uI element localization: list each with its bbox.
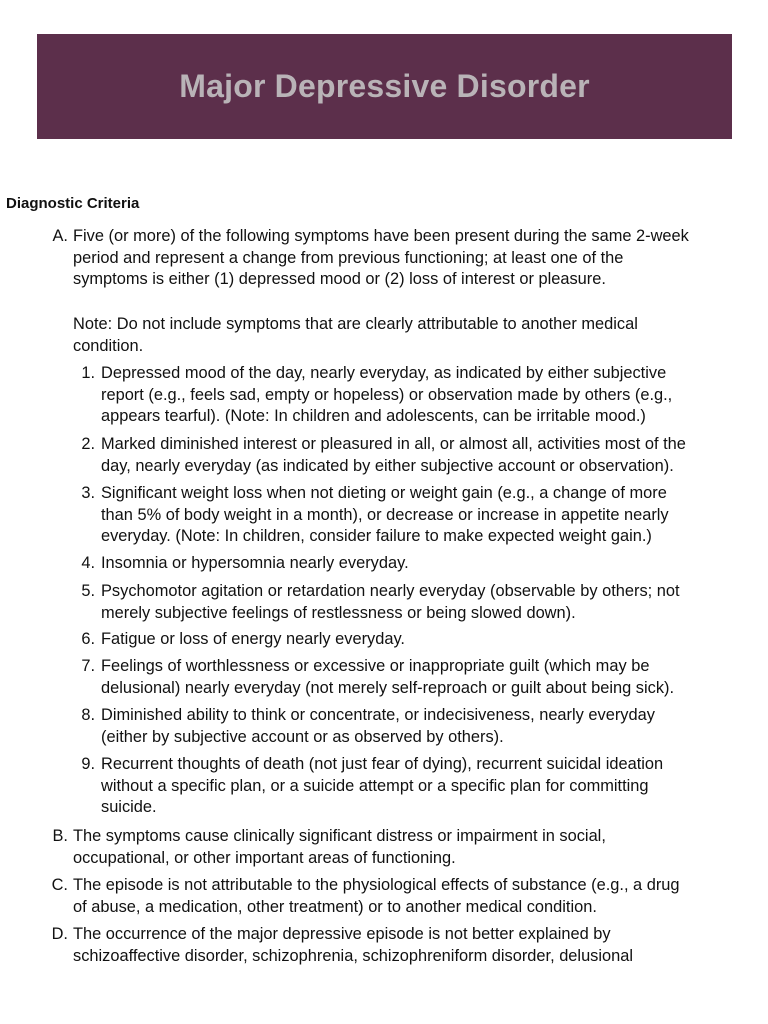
symptom-marker: 7. bbox=[81, 657, 95, 675]
symptom-marker: 9. bbox=[81, 755, 95, 773]
text-line: The symptoms cause clinically significant distress or impairment in social, bbox=[73, 827, 606, 845]
criterion-b-text bbox=[73, 826, 606, 869]
text-line: The occurrence of the major depressive episode is not better explained by bbox=[73, 925, 611, 943]
symptom-marker: 1. bbox=[81, 364, 95, 382]
symptom-marker: 6. bbox=[81, 630, 95, 648]
text-line: appears tearful). (Note: In children and adolescents, can be irritable mood.) bbox=[101, 407, 646, 426]
criterion-c-text bbox=[73, 875, 680, 918]
criterion-b bbox=[0, 826, 734, 870]
text-line: of abuse, a medication, other treatment) or to another medical condition. bbox=[73, 897, 597, 916]
text-line: condition. bbox=[73, 336, 144, 355]
criterion-c-marker: C. bbox=[51, 876, 68, 894]
text-line: than 5% of body weight in a month), or decrease or increase in appetite nearly bbox=[101, 505, 669, 524]
text-line: Significant weight loss when not dieting or weight gain (e.g., a change of more bbox=[101, 484, 667, 502]
symptom-text bbox=[101, 363, 672, 428]
text-line: period and represent a change from previous functioning; at least one of the bbox=[73, 248, 624, 267]
symptom-text bbox=[101, 483, 669, 548]
symptom-text bbox=[101, 434, 686, 477]
symptom-9 bbox=[0, 754, 734, 820]
symptom-text bbox=[101, 754, 663, 819]
symptom-marker: 8. bbox=[81, 706, 95, 724]
page-title: Major Depressive Disorder bbox=[179, 68, 590, 104]
symptom-6 bbox=[0, 629, 734, 651]
symptom-2 bbox=[0, 434, 734, 478]
text-line: occupational, or other important areas of functioning. bbox=[73, 848, 456, 867]
criterion-b-marker: B. bbox=[52, 827, 68, 845]
criterion-a-note bbox=[0, 314, 734, 358]
text-line: Recurrent thoughts of death (not just fear of dying), recurrent suicidal ideation bbox=[101, 755, 664, 773]
text-line: Fatigue or loss of energy nearly everyday. bbox=[101, 630, 405, 648]
text-line: The episode is not attributable to the physiological effects of substance (e.g., a drug bbox=[73, 876, 680, 894]
text-line: schizoaffective disorder, schizophrenia, schizophreniform disorder, delusional bbox=[73, 946, 634, 965]
criterion-d-marker: D. bbox=[51, 925, 68, 943]
text-line: Depressed mood of the day, nearly everyday, as indicated by either subjective bbox=[101, 364, 667, 382]
text-line: (either by subjective account or as observed by others). bbox=[101, 727, 504, 746]
text-line: Five (or more) of the following symptoms have been present during the same 2-week bbox=[73, 227, 689, 245]
criterion-c bbox=[0, 875, 734, 919]
text-line: Feelings of worthlessness or excessive or inappropriate guilt (which may be bbox=[101, 657, 650, 675]
symptom-marker: 5. bbox=[81, 582, 95, 600]
section-heading bbox=[6, 193, 329, 215]
text-line: Diminished ability to think or concentrate, or indecisiveness, nearly everyday bbox=[101, 706, 655, 724]
text-line: everyday. (Note: In children, consider failure to make expected weight gain.) bbox=[101, 527, 652, 546]
text-line: delusional) nearly everyday (not merely self-reproach or guilt about being sick). bbox=[101, 678, 675, 697]
text-line: without a specific plan, or a suicide attempt or a specific plan for committing bbox=[101, 776, 649, 795]
symptom-7 bbox=[0, 656, 734, 700]
symptom-text bbox=[101, 629, 405, 651]
criterion-d bbox=[0, 924, 734, 968]
text-line: Psychomotor agitation or retardation nearly everyday (observable by others; not bbox=[101, 582, 680, 600]
symptom-text bbox=[101, 581, 680, 624]
criterion-a-marker: A. bbox=[52, 227, 68, 245]
symptom-3 bbox=[0, 483, 734, 549]
symptom-marker: 4. bbox=[81, 554, 95, 572]
symptom-1 bbox=[0, 363, 734, 429]
text-line: Note: Do not include symptoms that are clearly attributable to another medical bbox=[73, 315, 638, 333]
criterion-d-text bbox=[73, 924, 633, 967]
symptom-4 bbox=[0, 553, 734, 575]
symptom-text bbox=[101, 656, 674, 699]
text-line: symptoms is either (1) depressed mood or (2) loss of interest or pleasure. bbox=[73, 270, 606, 289]
symptom-text bbox=[101, 553, 409, 575]
symptom-marker: 3. bbox=[81, 484, 95, 502]
symptom-5 bbox=[0, 581, 734, 625]
symptom-marker: 2. bbox=[81, 435, 95, 453]
text-line: suicide. bbox=[101, 798, 157, 817]
symptom-text bbox=[101, 705, 655, 748]
section-heading-text: Diagnostic Criteria bbox=[6, 195, 140, 212]
text-line: day, nearly everyday (as indicated by either subjective account or observation). bbox=[101, 456, 674, 475]
criterion-a bbox=[0, 226, 734, 292]
symptom-8 bbox=[0, 705, 734, 749]
text-line: report (e.g., feels sad, empty or hopeless) or observation made by others (e.g., bbox=[101, 385, 673, 404]
text-line: merely subjective feelings of restlessness or being slowed down). bbox=[101, 603, 576, 622]
criterion-a-note-text bbox=[73, 314, 638, 357]
text-line: Marked diminished interest or pleasured in all, or almost all, activities most of the bbox=[101, 435, 686, 453]
text-line: Insomnia or hypersomnia nearly everyday. bbox=[101, 554, 409, 572]
criterion-a-text bbox=[73, 226, 689, 291]
